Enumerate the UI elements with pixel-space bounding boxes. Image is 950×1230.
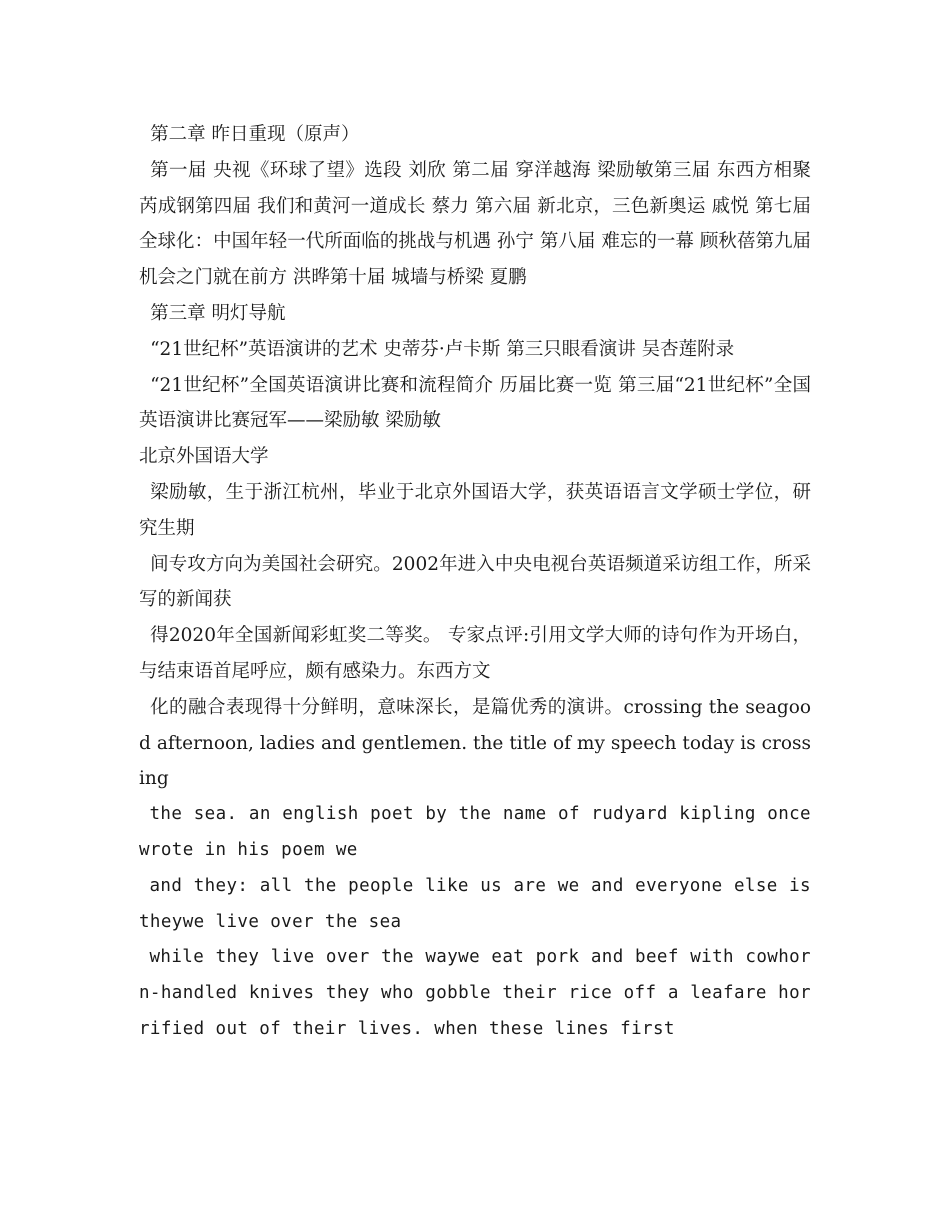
- paragraph-speech-3: and they: all the people like us are we and everyone else is theywe live over the sea: [139, 875, 811, 932]
- paragraph-bio-2: 间专攻方向为美国社会研究。2002年进入中央电视台英语频道采访组工作，所采写的新闻获: [139, 553, 811, 611]
- paragraph-chapter2-list: 第一届 央视《环球了望》选段 刘欣 第二届 穿洋越海 梁励敏第三届 东西方相聚 芮成钢第四届 我们和黄河一道成长 蔡力 第六届 新北京，三色新奥运 戚悦 第七届 全球化：中国年轻一代所面临的挑战与机遇 孙宁 第八届 难忘的一幕 顾秋蓓第九届 机会之门就在前方 洪晔第十届 城墙与桥梁 夏鹏: [139, 159, 811, 289]
- paragraph-speech-4: while they live over the waywe eat pork and beef with cowhorn-handled knives they who gobble their rice off a leafare horrified out of their lives. when these lines first: [139, 947, 811, 1039]
- document-page: [139, 117, 811, 1048]
- paragraph-appendix-list: “21世纪杯”全国英语演讲比赛和流程简介 历届比赛一览 第三届“21世纪杯”全国英语演讲比赛冠军——梁励敏 梁励敏: [139, 374, 811, 432]
- paragraph-chapter3-heading: 第三章 明灯导航: [150, 302, 286, 324]
- paragraph-speech-2: the sea. an english poet by the name of rudyard kipling once wrote in his poem we: [139, 804, 811, 860]
- paragraph-bio-1: 梁励敏，生于浙江杭州，毕业于北京外国语大学，获英语语言文学硕士学位，研究生期: [139, 481, 811, 539]
- paragraph-chapter2-heading: 第二章 昨日重现（原声）: [150, 124, 360, 145]
- paragraph-chapter3-list: “21世纪杯”英语演讲的艺术 史蒂芬·卢卡斯 第三只眼看演讲 吴杏莲附录: [150, 338, 735, 360]
- paragraph-bio-3: 得2020年全国新闻彩虹奖二等奖。 专家点评:引用文学大师的诗句作为开场白，与结束语首尾呼应，颇有感染力。东西方文: [139, 625, 811, 682]
- paragraph-university: 北京外国语大学: [139, 446, 269, 468]
- paragraph-speech-1: 化的融合表现得十分鲜明，意味深长，是篇优秀的演讲。crossing the seagood afternoon, ladies and gentlemen. the title of my speech today is crossing: [139, 696, 811, 790]
